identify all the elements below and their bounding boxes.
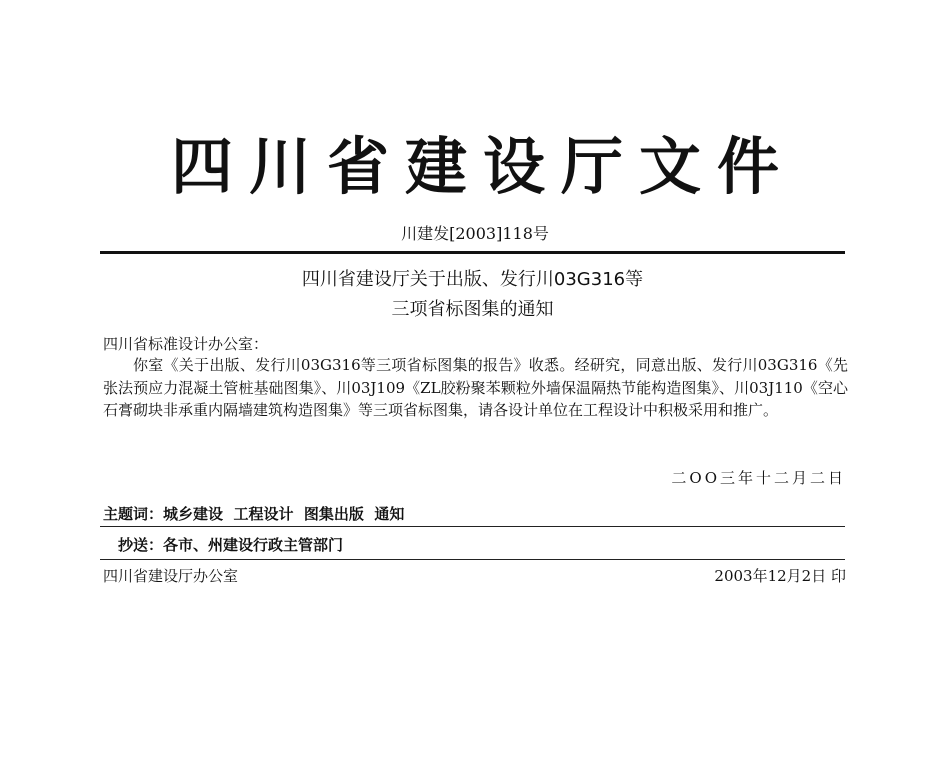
subject-keywords: 主题词：城乡建设 工程设计 图集出版 通知	[103, 505, 405, 523]
document-number: 川建发[2003]118号	[401, 224, 549, 243]
print-date: 2003年12月2日 印	[714, 567, 846, 585]
keywords-divider	[100, 526, 845, 527]
notice-heading-line2: 三项省标图集的通知	[391, 299, 554, 320]
issuing-office: 四川省建设厅办公室	[103, 567, 239, 585]
cc-divider	[100, 559, 845, 560]
header-divider	[100, 251, 845, 254]
cc-list: 抄送：各市、州建设行政主管部门	[118, 536, 344, 554]
notice-heading-line1: 四川省建设厅关于出版、发行川03G316等	[301, 269, 644, 290]
document-title: 四川省建设厅文件	[170, 130, 795, 203]
body-paragraph: 你室《关于出版、发行川03G316等三项省标图集的报告》收悉。经研究，同意出版、发行川03G316《先张法预应力混凝土管桩基础图集》、川03J109《ZL胶粉聚苯颗粒外墙保温隔热节能构造图集》、川03J110《空心石膏砌块非承重内隔墙建筑构造图集》等三项省标图集，请各设计单位在工程设计中积极采用和推广。	[103, 356, 848, 419]
issue-date: 二OO三年十二月二日	[671, 469, 846, 487]
recipient: 四川省标准设计办公室：	[103, 335, 269, 353]
